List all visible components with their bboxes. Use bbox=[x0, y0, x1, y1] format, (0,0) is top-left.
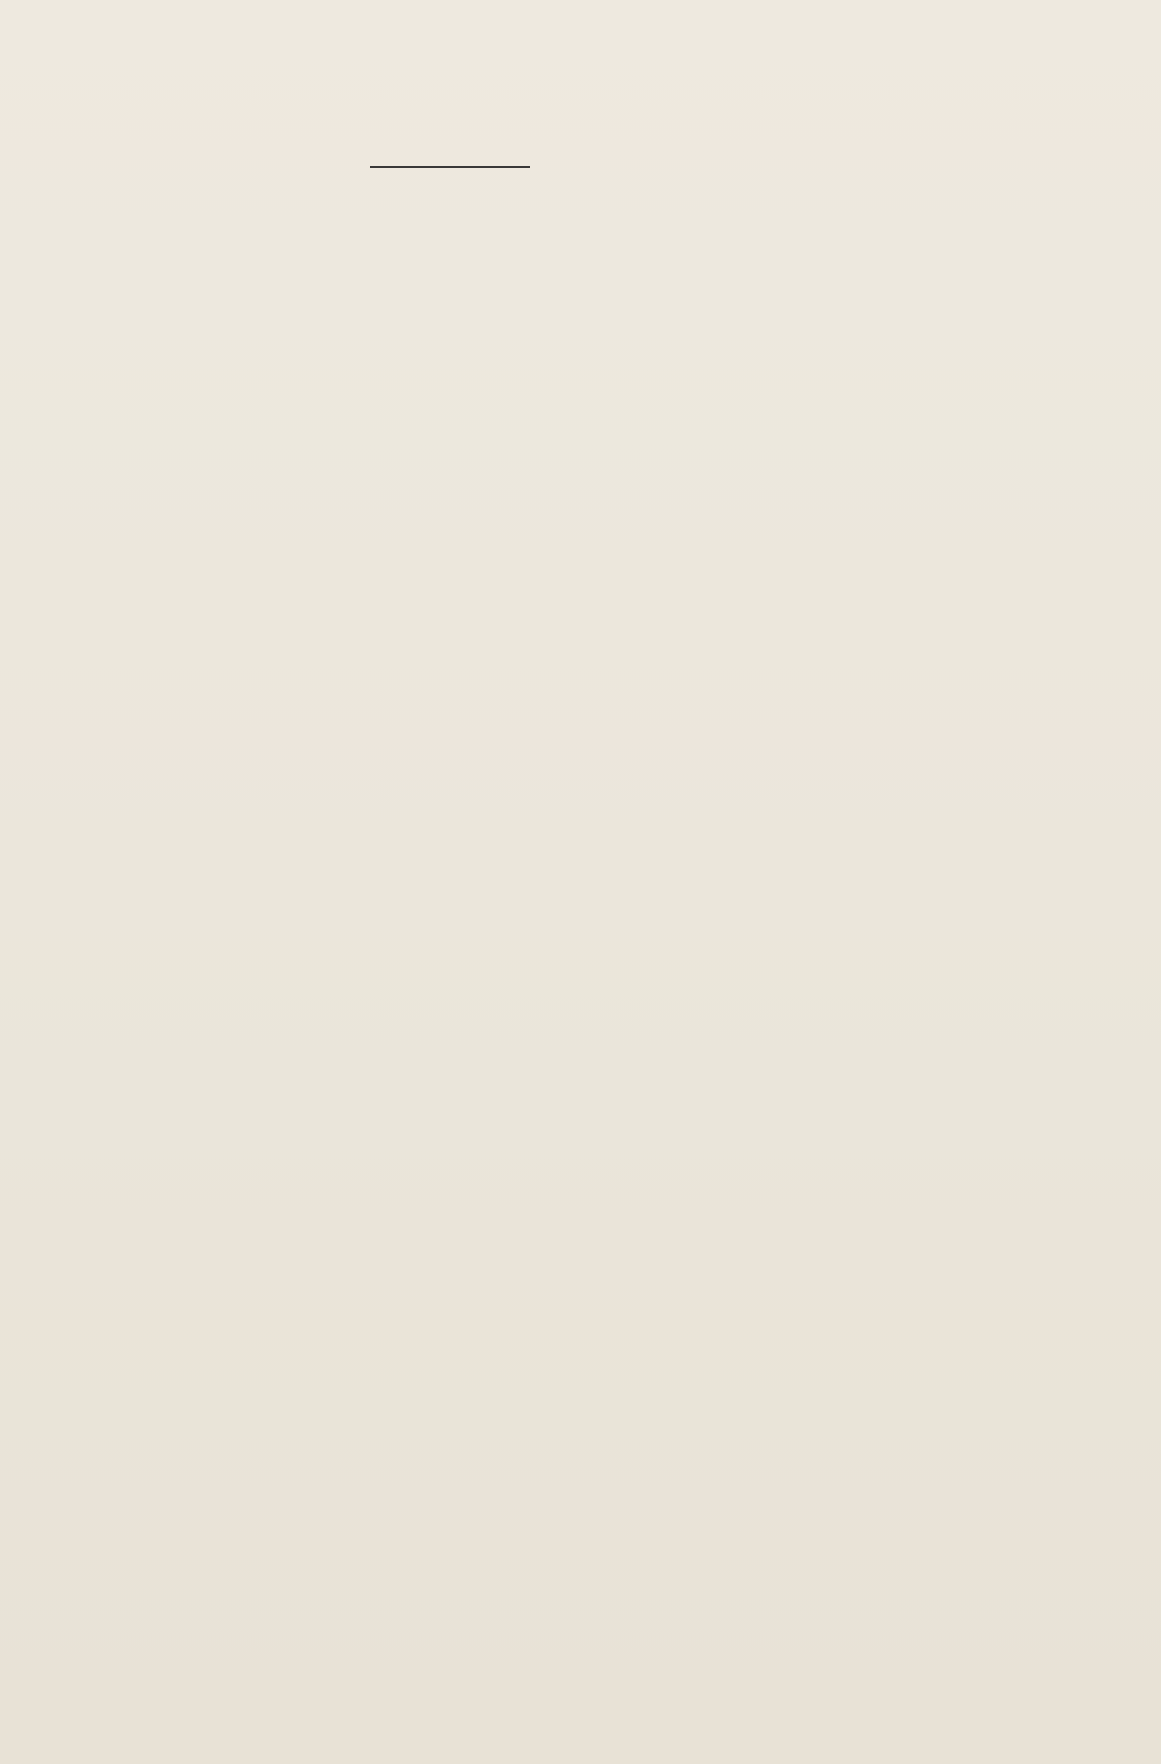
transcript-body bbox=[40, 30, 1130, 629]
section-divider bbox=[370, 166, 530, 168]
court-questions-heading-1 bbox=[40, 103, 1130, 128]
witness-sworn bbox=[40, 208, 1130, 233]
declined-line-1 bbox=[40, 306, 1130, 331]
no-testimony-second bbox=[40, 518, 1130, 543]
prosecution-rests bbox=[40, 444, 1130, 469]
witness-title bbox=[40, 182, 1130, 207]
court-questions-heading-2 bbox=[40, 370, 1130, 395]
accused-statement-first-line bbox=[40, 54, 1130, 79]
court-closed-second bbox=[40, 604, 1130, 629]
prosecution-questions-heading bbox=[40, 257, 1130, 282]
court-closed-first bbox=[40, 579, 1130, 604]
declined-line-2 bbox=[40, 331, 1130, 356]
no-testimony-first bbox=[40, 493, 1130, 518]
